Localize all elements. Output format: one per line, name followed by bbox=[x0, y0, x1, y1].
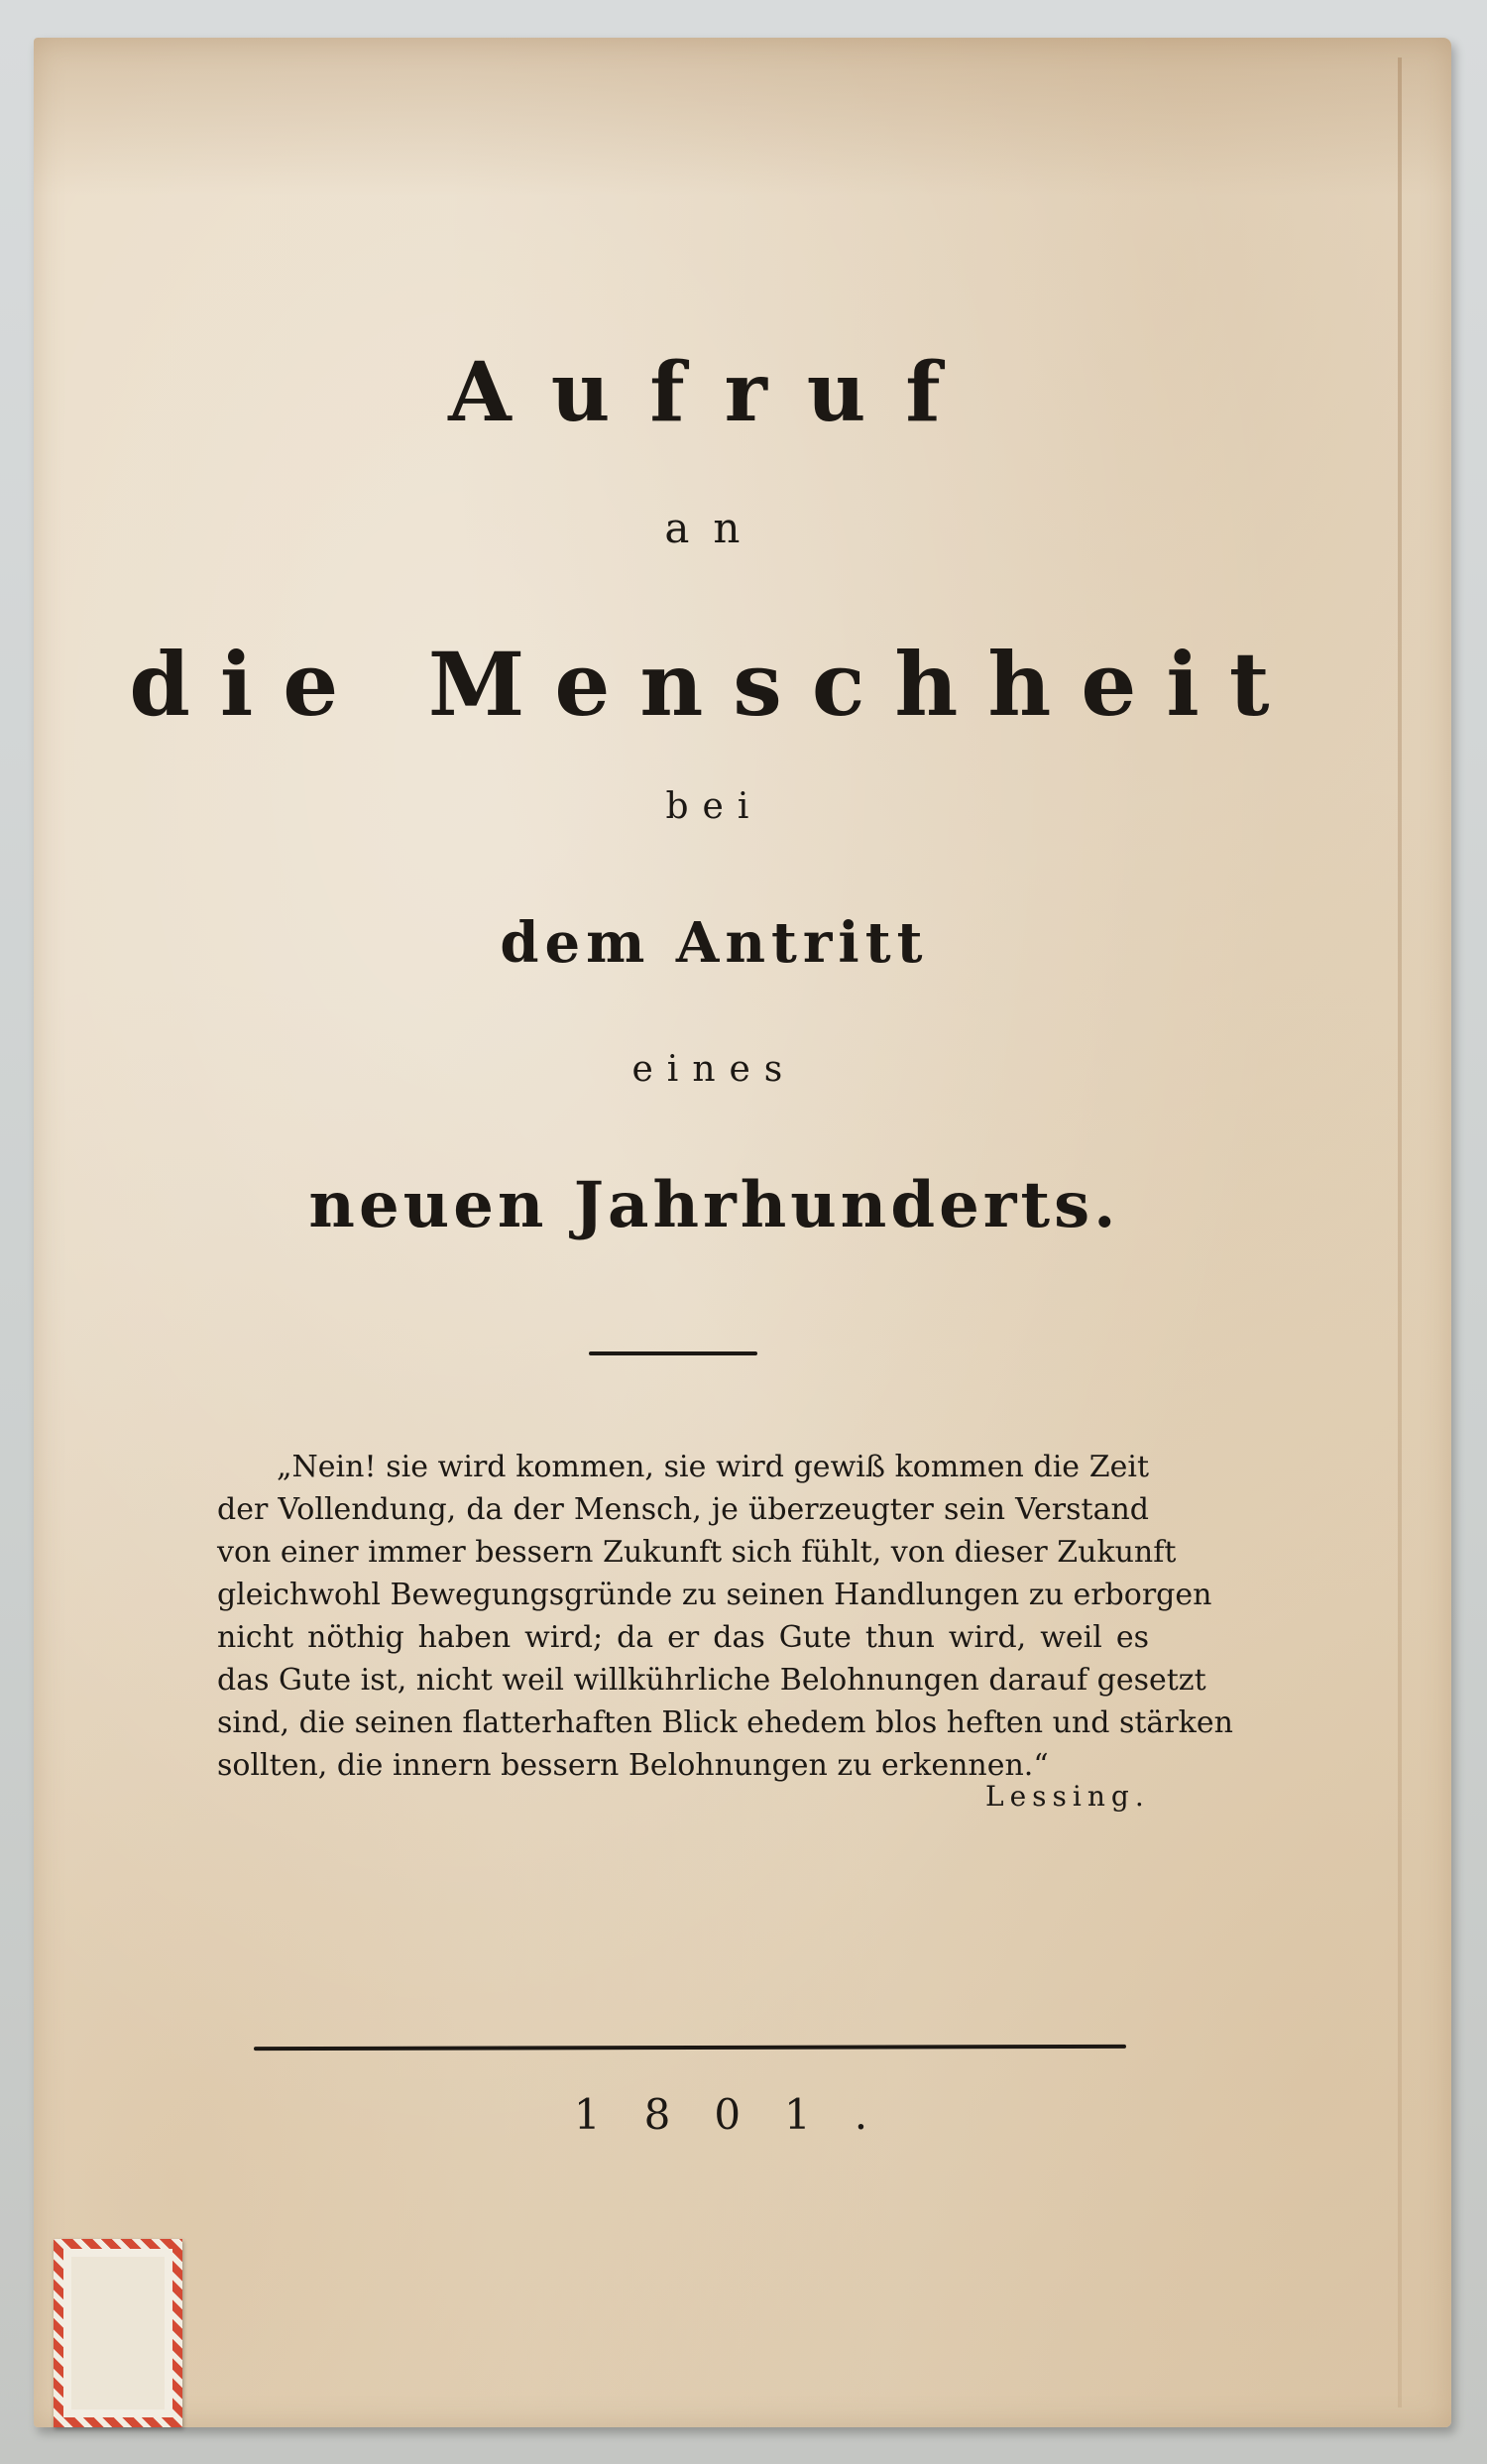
epigraph-quote bbox=[217, 1446, 1233, 1787]
quote-line: der Vollendung, da der Mensch, je überzeugter sein Verstand bbox=[217, 1492, 1149, 1527]
short-divider-rule bbox=[589, 1351, 757, 1355]
quote-line: nicht nöthig haben wird; da er das Gute thun wird, weil es bbox=[217, 1620, 1149, 1655]
title-line-an: an bbox=[664, 504, 764, 552]
publication-year: 1801. bbox=[573, 2090, 912, 2139]
quote-line: „Nein! sie wird kommen, sie wird gewiß kommen die Zeit bbox=[277, 1450, 1149, 1484]
title-line-neuen-jahrhunderts: neuen Jahrhunderts. bbox=[308, 1168, 1120, 1242]
long-divider-rule bbox=[254, 2045, 1126, 2051]
quote-line: das Gute ist, nicht weil willkührliche Belohnungen darauf gesetzt bbox=[217, 1663, 1206, 1698]
title-line-aufruf: Aufruf bbox=[448, 345, 980, 440]
title-line-die-menschheit: die Menschheit bbox=[129, 633, 1300, 736]
title-line-dem-antritt: dem Antritt bbox=[500, 910, 929, 976]
quote-line: sind, die seinen flatterhaften Blick ehedem blos heften und stärken bbox=[217, 1705, 1233, 1740]
quote-line: gleichwohl Bewegungsgründe zu seinen Handlungen zu erborgen bbox=[217, 1578, 1212, 1612]
library-label-sticker bbox=[54, 2239, 182, 2427]
quote-line: sollten, die innern bessern Belohnungen zu erkennen.“ bbox=[217, 1748, 1049, 1783]
library-label-blank-area bbox=[71, 2257, 165, 2409]
title-line-bei: bei bbox=[665, 786, 763, 827]
title-line-eines: eines bbox=[631, 1049, 797, 1090]
quote-line: von einer immer bessern Zukunft sich fühlt, von dieser Zukunft bbox=[217, 1535, 1177, 1570]
quote-attribution: Lessing. bbox=[985, 1780, 1150, 1813]
title-page bbox=[34, 38, 1451, 2427]
